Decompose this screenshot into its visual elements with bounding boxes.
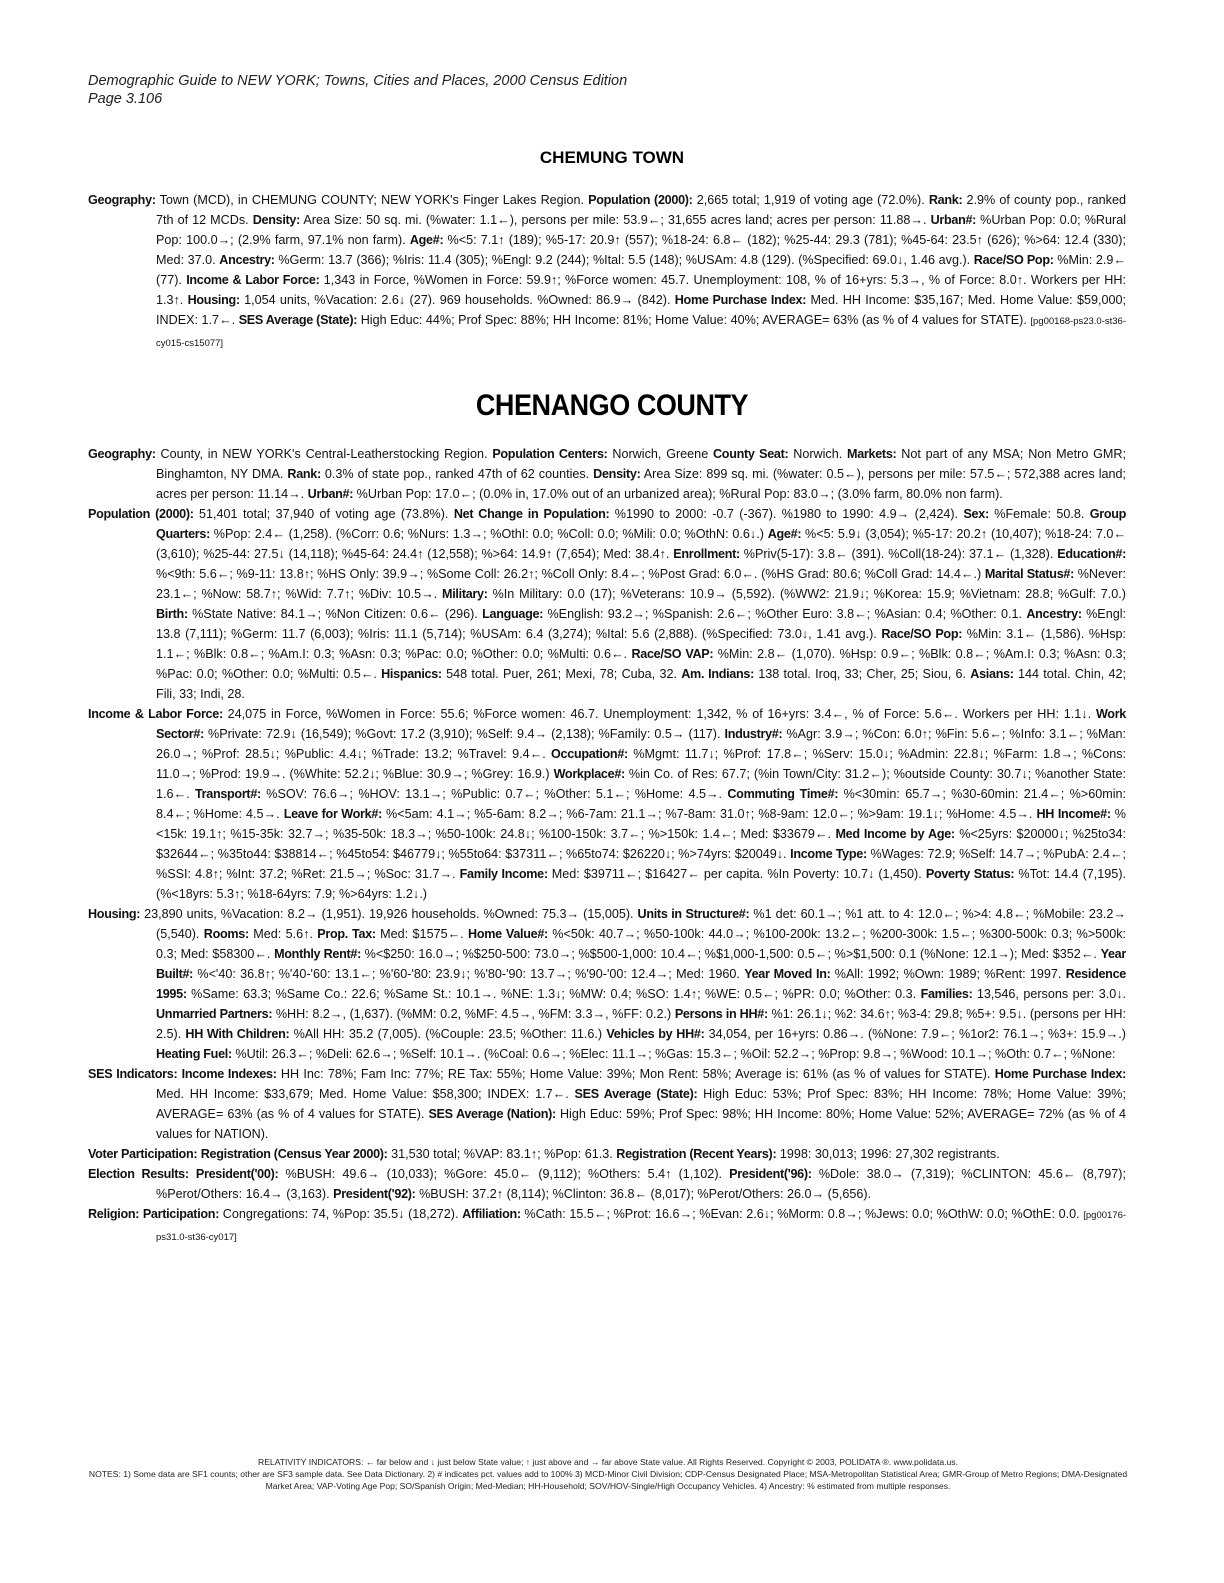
field-label: Hispanics: — [381, 667, 442, 681]
field-value: 144 total. Chin, 42; Fili, 33; Indi, 28. — [156, 667, 1127, 701]
field-value: %All HH: 35.2 (7,005). (%Couple: 23.5; %Other: 11.6.) — [289, 1027, 607, 1041]
field-label: Monthly Rent#: — [274, 947, 361, 961]
field-label: Transport#: — [194, 787, 261, 801]
field-label: Rank: — [287, 467, 321, 481]
field-label: Persons in HH#: — [674, 1007, 768, 1021]
field-value: %Agr: 3.9→; %Con: 6.0↑; %Fin: 5.6←; %Info: 3.1←; %Man: 26.0→; %Prof: 28.5↓; %Public: 4.4↓; %Trade: 13.2; %Travel: 9.4←. — [156, 727, 1127, 761]
field-value: 1,054 units, %Vacation: 2.6↓ (27). 969 households. %Owned: 86.9→ (842). — [239, 293, 675, 307]
field-label: Registration (Census Year 2000): — [200, 1147, 388, 1161]
field-label: Marital Status#: — [984, 567, 1074, 581]
field-value: 51,401 total; 37,940 of voting age (73.8%). — [193, 507, 454, 521]
field-label: Affiliation: — [462, 1207, 521, 1221]
field-label: Density: — [252, 213, 301, 227]
field-label: President('00): — [195, 1167, 279, 1181]
field-label: Population (2000): — [588, 193, 693, 207]
field-value: 34,054, per 16+yrs: 0.86→. (%None: 7.9←; %1or2: 76.1→; %3+: 15.9→.) — [704, 1027, 1127, 1041]
field-label: Race/SO VAP: — [631, 647, 714, 661]
field-label: Age#: — [767, 527, 802, 541]
field-value: %Mgmt: 11.7↓; %Prof: 17.8←; %Serv: 15.0↓; %Admin: 22.8↓; %Farm: 1.8→; %Cons: 11.0→; %Prod: 19.9→. (%White: 52.2↓; %Blue: 30.9→; %Grey: 16.9.) — [156, 747, 1127, 781]
field-label: County Seat: — [713, 447, 789, 461]
field-label: Education#: — [1057, 547, 1126, 561]
field-value: Med. HH Income: $33,679; Med. Home Value: $58,300; INDEX: 1.7←. — [156, 1087, 575, 1101]
field-value: 138 total. Iroq, 33; Cher, 25; Siou, 6. — [754, 667, 971, 681]
header-page-number: Page 3.106 — [88, 91, 163, 107]
field-label: Housing: — [187, 293, 240, 307]
page-header — [88, 72, 627, 108]
field-value: %SOV: 76.6→; %HOV: 13.1→; %Public: 0.7←; %Other: 5.1←; %Home: 4.5→. — [260, 787, 728, 801]
field-value: %<15k: 19.1↑; %15-35k: 32.7→; %35-50k: 18.3→; %50-100k: 24.8↓; %100-150k: 3.7←; %>150k: 1.4←; Med: $33679←. — [156, 807, 1126, 841]
field-label: Rooms: — [203, 927, 249, 941]
footer-relativity-indicators: RELATIVITY INDICATORS: ← far below and ↓ just below State value; ↑ just above and → far above State value. All Rights Reserved. Copyright © 2003, POLIDATA ®. www.polidata.us. — [257, 1457, 958, 1467]
field-label: Poverty Status: — [925, 867, 1015, 881]
field-label: Sex: — [963, 507, 989, 521]
section-body-chemung-town — [88, 190, 1126, 354]
field-label: Heating Fuel: — [156, 1047, 232, 1061]
field-label: Workplace#: — [553, 767, 625, 781]
field-value: %HH: 8.2→, (1,637). (%MM: 0.2, %MF: 4.5→, %FM: 3.3→, %FF: 0.2.) — [272, 1007, 675, 1021]
field-value: 1998: 30,013; 1996: 27,302 registrants. — [776, 1147, 1000, 1161]
field-label: Population (2000): — [88, 507, 194, 521]
field-label: Religion: — [88, 1207, 140, 1221]
field-value: %In Military: 0.0 (17); %Veterans: 10.9→ (5,592). (%WW2: 21.9↓; %Korea: 15.9; %Vietnam: 28.8; %Gulf: 7.0.) — [487, 587, 1126, 601]
field-value: High Educ: 59%; Prof Spec: 98%; HH Income: 80%; Home Value: 52%; AVERAGE= 72% (as % of 4 values for NATION). — [156, 1107, 1126, 1141]
entry-paragraph — [88, 190, 1126, 354]
entry-paragraph — [88, 1164, 1126, 1204]
field-value: Norwich. — [788, 447, 848, 461]
field-label: Urban#: — [930, 213, 977, 227]
entry-paragraph — [88, 504, 1126, 704]
field-label: Population Centers: — [492, 447, 608, 461]
field-label: Work Sector#: — [156, 707, 1126, 741]
section-body-chenango-county — [88, 444, 1126, 1248]
field-label: Home Purchase Index: — [994, 1067, 1127, 1081]
field-value: Not part of any MSA; Non Metro GMR; Binghamton, NY DMA. — [156, 447, 1127, 481]
field-value: 1,343 in Force, %Women in Force: 59.9↑; %Force women: 45.7. Unemployment: 108, % of 16+yrs: 5.3→, % of Force: 8.0↑. Workers per HH: 1.3↑. — [156, 273, 1126, 307]
field-value: %Urban Pop: 17.0←; (0.0% in, 17.0% out of an urbanized area); %Rural Pop: 83.0→; (3.0% farm, 80.0% non farm). — [353, 487, 1003, 501]
field-label: Vehicles by HH#: — [606, 1027, 705, 1041]
field-label: Geography: — [88, 447, 156, 461]
field-label: Commuting Time#: — [727, 787, 839, 801]
field-value: %Dole: 38.0→ (7,319); %CLINTON: 45.6← (8,797); %Perot/Others: 16.4→ (3,163). — [156, 1167, 1126, 1201]
entry-paragraph — [88, 1204, 1126, 1248]
field-value: %<5: 5.9↓ (3,054); %5-17: 20.2↑ (10,407); %18-24: 7.0← (3,610); %25-44: 27.5↓ (14,118); %45-64: 24.4↑ (12,558); %>64: 14.9↑ (7,654); Med: 38.4↑. — [156, 527, 1126, 561]
field-value: 23,890 units, %Vacation: 8.2→ (1,951). 19,926 households. %Owned: 75.3→ (15,005). — [140, 907, 638, 921]
field-value: %in Co. of Res: 67.7; (%in Town/City: 31.2←); %outside County: 30.7↓; %another State: 1.6←. — [156, 767, 1126, 801]
field-value: %Same: 63.3; %Same Co.: 22.6; %Same St.: 10.1→. %NE: 1.3↓; %MW: 0.4; %SO: 1.4↑; %WE: 0.5←; %PR: 0.0; %Other: 0.3. — [186, 987, 921, 1001]
field-label: Birth: — [156, 607, 188, 621]
field-label: Med Income by Age: — [835, 827, 955, 841]
entry-paragraph — [88, 704, 1126, 904]
field-value: %Cath: 15.5←; %Prot: 16.6→; %Evan: 2.6↓; %Morm: 0.8→; %Jews: 0.0; %OthW: 0.0; %OthE: 0.0. — [520, 1207, 1084, 1221]
field-label: SES Average (State): — [238, 313, 358, 327]
field-label: Group Quarters: — [156, 507, 1127, 541]
field-label: Participation: — [142, 1207, 220, 1221]
field-value: Med: $1575←. — [375, 927, 469, 941]
field-value: County, in NEW YORK's Central-Leatherstocking Region. — [155, 447, 493, 461]
entry-paragraph — [88, 904, 1126, 1064]
field-value: %<50k: 40.7→; %50-100k: 44.0→; %100-200k: 13.2←; %200-300k: 1.5←; %300-500k: 0.3; %>500k: 0.3; Med: $58300←. — [156, 927, 1126, 961]
field-label: Leave for Work#: — [283, 807, 382, 821]
field-value: %Min: 2.8← (1,070). %Hsp: 0.9←; %Blk: 0.8←; %Am.I: 0.3; %Asn: 0.3; %Pac: 0.0; %Other: 0.0; %Multi: 0.5←. — [156, 647, 1126, 681]
field-value: Area Size: 899 sq. mi. (%water: 0.5←), persons per mile: 57.5←; 572,388 acres land; acres per person: 11.14→. — [156, 467, 1126, 501]
field-label: Ancestry: — [1026, 607, 1082, 621]
field-label: Asians: — [970, 667, 1014, 681]
field-label: Units in Structure#: — [637, 907, 750, 921]
field-value: 24,075 in Force, %Women in Force: 55.6; %Force women: 46.7. Unemployment: 1,342, % of 16+yrs: 3.4←, % of Force: 5.6←. Workers per HH: 1.1↓. — [222, 707, 1096, 721]
field-value: Med: 5.6↑. — [248, 927, 318, 941]
field-value: Town (MCD), in CHEMUNG COUNTY; NEW YORK's Finger Lakes Region. — [155, 193, 589, 207]
entry-paragraph — [88, 1144, 1126, 1164]
field-value: %Urban Pop: 0.0; %Rural Pop: 100.0→; (2.9% farm, 97.1% non farm). — [156, 213, 1126, 247]
field-value: %Never: 23.1←; %Now: 58.7↑; %Wid: 7.7↑; %Div: 10.5→. — [156, 567, 1126, 601]
page-footer — [88, 1456, 1128, 1492]
field-label: Unmarried Partners: — [156, 1007, 273, 1021]
field-value: %Private: 72.9↓ (16,549); %Govt: 17.2 (3,910); %Self: 9.4→ (2,138); %Family: 0.5→ (117). — [204, 727, 725, 741]
field-value: 2.9% of county pop., ranked 7th of 12 MCDs. — [156, 193, 1126, 227]
field-value: %Min: 2.9← (77). — [156, 253, 1126, 287]
entry-paragraph — [88, 444, 1126, 504]
field-label: Rank: — [928, 193, 963, 207]
field-value: %Engl: 13.8 (7,111); %Germ: 11.7 (6,003); %Iris: 11.1 (5,714); %USAm: 6.4 (3,274); %Ital: 5.6 (2,888). (%Specified: 73.0↓, 1.41 avg.). — [156, 607, 1127, 641]
field-value: Area Size: 50 sq. mi. (%water: 1.1←), persons per mile: 53.9←; 31,655 acres land; acres per person: 11.88→. — [300, 213, 931, 227]
field-value: %<5am: 4.1→; %5-6am: 8.2→; %6-7am: 21.1→; %7-8am: 31.0↑; %8-9am: 12.0←; %>9am: 19.1↓; %Home: 4.5→. — [381, 807, 1037, 821]
field-label: SES Average (Nation): — [428, 1107, 556, 1121]
field-value: Med: $39711←; $16427← per capita. %In Poverty: 10.7↓ (1,450). — [547, 867, 926, 881]
field-label: President('96): — [729, 1167, 812, 1181]
field-label: Income & Labor Force: — [88, 707, 223, 721]
field-label: Income Indexes: — [181, 1067, 277, 1081]
field-value: %Female: 50.8. — [988, 507, 1090, 521]
reference-code: [pg00176-ps31.0-st36-cy017] — [156, 1210, 1127, 1243]
entry-paragraph — [88, 1064, 1126, 1144]
field-label: Voter Participation: — [88, 1147, 198, 1161]
field-value: Med. HH Income: $35,167; Med. Home Value: $59,000; INDEX: 1.7←. — [156, 293, 1126, 327]
field-value: High Educ: 44%; Prof Spec: 88%; HH Income: 81%; Home Value: 40%; AVERAGE= 63% (as % of 4 values for STATE). — [357, 313, 1031, 327]
field-label: Year Moved In: — [744, 967, 831, 981]
field-label: Prop. Tax: — [317, 927, 376, 941]
field-label: HH With Children: — [185, 1027, 290, 1041]
field-label: Income & Labor Force: — [186, 273, 320, 287]
field-value — [189, 1167, 196, 1181]
field-value: %1: 26.1↓; %2: 34.6↑; %3-4: 29.8; %5+: 9.5↓. (persons per HH: 2.5). — [156, 1007, 1126, 1041]
field-value: %1990 to 2000: -0.7 (-367). %1980 to 1990: 4.9→ (2,424). — [609, 507, 964, 521]
field-value: 2,665 total; 1,919 of voting age (72.0%). — [692, 193, 929, 207]
field-label: Race/SO Pop: — [881, 627, 963, 641]
header-title: Demographic Guide to NEW YORK; Towns, Cities and Places, 2000 Census Edition — [88, 73, 628, 89]
field-label: Election Results: — [88, 1167, 189, 1181]
field-label: SES Indicators: — [88, 1067, 178, 1081]
field-value: %State Native: 84.1→; %Non Citizen: 0.6← (296). — [187, 607, 483, 621]
field-value: HH Inc: 78%; Fam Inc: 77%; RE Tax: 55%; Home Value: 39%; Mon Rent: 58%; Average is: 61% (as % of values for STATE). — [276, 1067, 995, 1081]
section-title-chenango-county: CHENANGO COUNTY — [475, 389, 749, 422]
field-value: %BUSH: 49.6→ (10,033); %Gore: 45.0← (9,112); %Others: 5.4↑ (1,102). — [278, 1167, 730, 1181]
section-title-chemung-town: CHEMUNG TOWN — [539, 148, 685, 167]
field-value: %<30min: 65.7→; %30-60min: 21.4←; %>60min: 8.4←; %Home: 4.5→. — [156, 787, 1126, 821]
field-label: Ancestry: — [219, 253, 275, 267]
field-value: %English: 93.2→; %Spanish: 2.6←; %Other Euro: 3.8←; %Asian: 0.4; %Other: 0.1. — [543, 607, 1027, 621]
field-label: Registration (Recent Years): — [616, 1147, 777, 1161]
field-value: %Germ: 13.7 (366); %Iris: 11.4 (305); %Engl: 9.2 (244); %Ital: 5.5 (148); %USAm: 4.8 (129). (%Specified: 69.0↓, 1.46 avg.). — [274, 253, 974, 267]
field-value: %<$250: 16.0→; %$250-500: 73.0→; %$500-1,000: 10.4←; %$1,000-1,500: 0.5←; %>$1,500: 0.1 (%None: 12.1→); Med: $352←. — [361, 947, 1101, 961]
field-label: Family Income: — [459, 867, 548, 881]
field-label: Home Value#: — [468, 927, 548, 941]
field-value: 548 total. Puer, 261; Mexi, 78; Cuba, 32. — [441, 667, 682, 681]
field-label: Home Purchase Index: — [674, 293, 807, 307]
field-label: Am. Indians: — [681, 667, 754, 681]
field-label: Housing: — [88, 907, 141, 921]
field-label: Enrollment: — [673, 547, 740, 561]
field-label: Urban#: — [307, 487, 354, 501]
field-value: High Educ: 53%; Prof Spec: 83%; HH Income: 78%; Home Value: 39%; AVERAGE= 63% (as % of 4 values for STATE). — [156, 1087, 1126, 1121]
field-value: 13,546, persons per: 3.0↓. — [972, 987, 1127, 1001]
field-value: %Priv(5-17): 3.8← (391). %Coll(18-24): 37.1← (1,328). — [739, 547, 1058, 561]
field-label: Net Change in Population: — [453, 507, 610, 521]
field-label: Age#: — [409, 233, 444, 247]
field-value: 31,530 total; %VAP: 83.1↑; %Pop: 61.3. — [387, 1147, 617, 1161]
field-label: Military: — [442, 587, 488, 601]
field-value: %Tot: 14.4 (7,195). (%<18yrs: 5.3↑; %18-64yrs: 7.9; %>64yrs: 1.2↓.) — [156, 867, 1127, 901]
field-value: %BUSH: 37.2↑ (8,114); %Clinton: 36.8← (8,017); %Perot/Others: 26.0→ (5,656). — [415, 1187, 872, 1201]
field-value: %1 det: 60.1→; %1 att. to 4: 12.0←; %>4: 4.8←; %Mobile: 23.2→ (5,540). — [156, 907, 1127, 941]
field-value: %Min: 3.1← (1,586). %Hsp: 1.1←; %Blk: 0.8←; %Am.I: 0.3; %Asn: 0.3; %Pac: 0.0; %Other: 0.0; %Multi: 0.6←. — [156, 627, 1126, 661]
field-value: Norwich, Greene — [607, 447, 714, 461]
field-label: Race/SO Pop: — [973, 253, 1054, 267]
field-value: %<9th: 5.6←; %9-11: 13.8↑; %HS Only: 39.9→; %Some Coll: 26.2↑; %Coll Only: 8.4←; %Post Grad: 6.0←. (%HS Grad: 80.6; %Coll Grad: 14.4←.) — [156, 567, 985, 581]
field-label: Language: — [482, 607, 544, 621]
field-label: Occupation#: — [551, 747, 628, 761]
field-value: %<'40: 36.8↑; %'40-'60: 13.1←; %'60-'80: 23.9↓; %'80-'90: 13.7→; %'90-'00: 12.4→; Med: 1960. — [193, 967, 745, 981]
field-label: Geography: — [88, 193, 156, 207]
field-label: Markets: — [847, 447, 897, 461]
field-value: %All: 1992; %Own: 1989; %Rent: 1997. — [830, 967, 1066, 981]
field-value: %<25yrs: $20000↓; %25to34: $32644←; %35to44: $38814←; %45to54: $46779↓; %55to64: $37311←; %65to74: $26220↓; %>74yrs: $20049↓. — [156, 827, 1126, 861]
field-value: 0.3% of state pop., ranked 47th of 62 counties. — [320, 467, 594, 481]
field-label: Year Built#: — [156, 947, 1126, 981]
field-label: Density: — [593, 467, 641, 481]
field-label: Families: — [920, 987, 973, 1001]
field-value: %<5: 7.1↑ (189); %5-17: 20.9↑ (557); %18-24: 6.8← (182); %25-44: 29.3 (781); %45-64: 23.5↑ (626); %>64: 12.4 (330); Med: 37.0. — [156, 233, 1126, 267]
field-value: %Util: 26.3←; %Deli: 62.6→; %Self: 10.1→. (%Coal: 0.6→; %Elec: 11.1→; %Gas: 15.3←; %Oil: 52.2→; %Prop: 9.8→; %Wood: 10.1→; %Oth: 0.7←; %None: — [231, 1047, 1116, 1061]
field-label: Industry#: — [724, 727, 783, 741]
footer-notes: NOTES: 1) Some data are SF1 counts; other are SF3 sample data. See Data Dictionary. 2) # indicates pct. values add to 100% 3) MCD-Minor Civil Division; CDP-Census Designated Place; MSA-Metropolitan Statistical Area; GMR-Group of Metro Regions; DMA-Designated Market Area; VAP-Voting Age Pop; SO/Spanish Origin; Med-Median; HH-Household; SOV/HOV-Single/High Occupancy Vehicles. 4) Ancestry: % estimated from multiple responses. — [88, 1469, 1128, 1491]
field-label: Residence 1995: — [156, 967, 1126, 1001]
reference-code: [pg00168-ps23.0-st36-cy015-cs15077] — [156, 316, 1126, 349]
field-value: Congregations: 74, %Pop: 35.5↓ (18,272). — [219, 1207, 463, 1221]
field-value: %Pop: 2.4← (1,258). (%Corr: 0.6; %Nurs: 1.3→; %OthI: 0.0; %Coll: 0.0; %Mili: 0.0; %OthN: 0.6↓.) — [210, 527, 768, 541]
field-label: HH Income#: — [1036, 807, 1111, 821]
field-label: SES Average (State): — [574, 1087, 698, 1101]
field-label: President('92): — [333, 1187, 416, 1201]
field-value: %Wages: 72.9; %Self: 14.7→; %PubA: 2.4←; %SSI: 4.8↑; %Int: 37.2; %Ret: 21.5→; %Soc: 31.7→. — [156, 847, 1126, 881]
field-label: Income Type: — [790, 847, 867, 861]
